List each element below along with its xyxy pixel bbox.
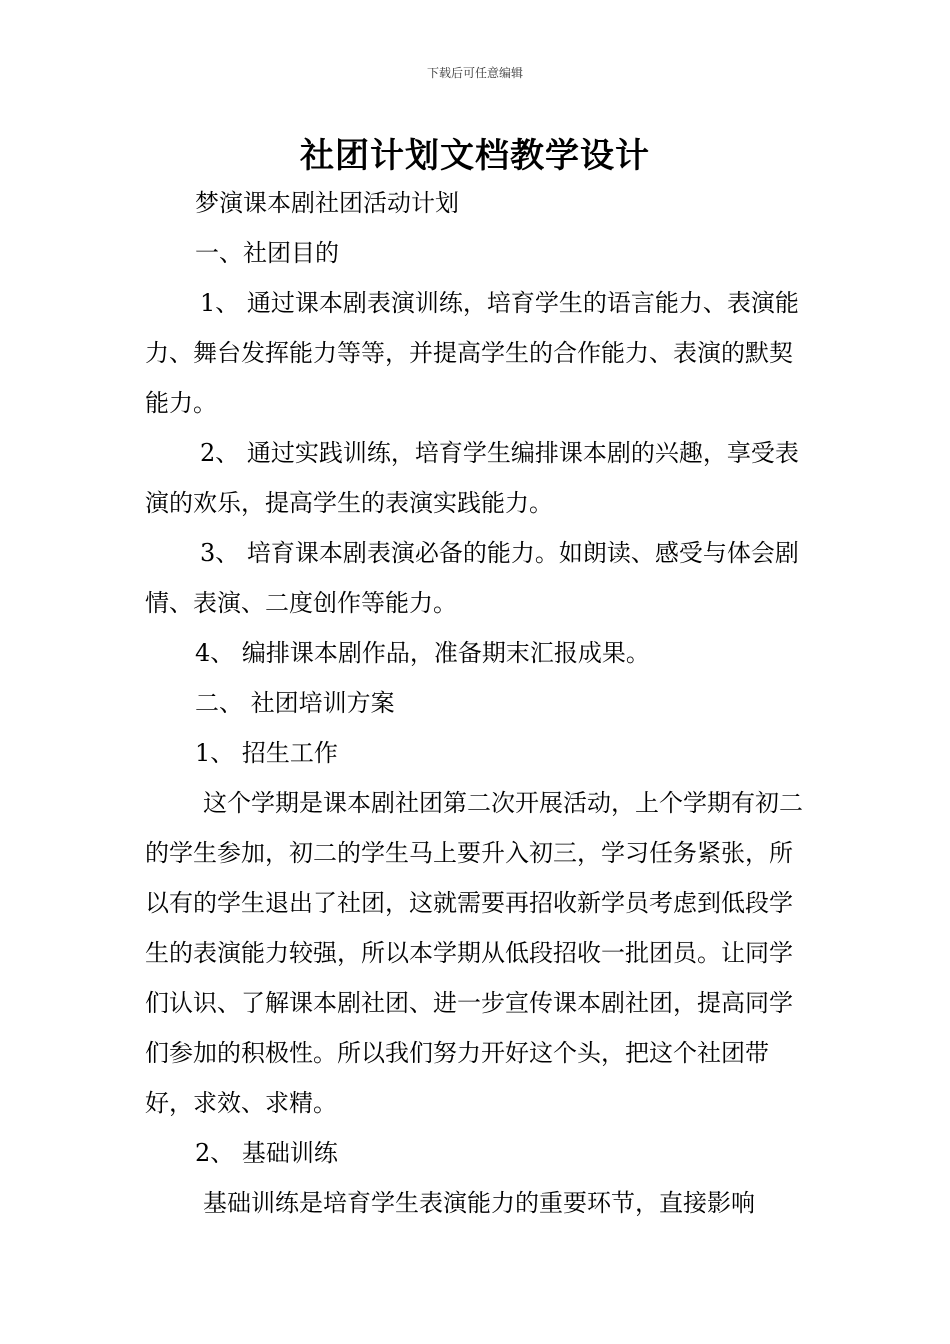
plan-subtitle: 梦演课本剧社团活动计划 — [195, 189, 459, 217]
purpose-item-1: 1、 通过课本剧表演训练，培育学生的语言能力、表演能力、舞台发挥能力等等，并提高学生的合作能力、表演的默契能力。 — [145, 289, 799, 417]
header-note: 下载后可任意编辑 — [426, 66, 523, 80]
document-title: 社团计划文档教学设计 — [300, 136, 650, 176]
section-heading-purpose: 一、社团目的 — [195, 239, 339, 267]
subheading-recruitment: 1、 招生工作 — [195, 739, 338, 767]
purpose-item-3: 3、 培育课本剧表演必备的能力。如朗读、感受与体会剧情、表演、二度创作等能力。 — [145, 539, 799, 617]
subheading-basic-training: 2、 基础训练 — [195, 1139, 338, 1167]
purpose-item-4: 4、 编排课本剧作品，准备期末汇报成果。 — [195, 639, 650, 667]
basic-training-paragraph: 基础训练是培育学生表演能力的重要环节，直接影响 — [203, 1189, 755, 1217]
purpose-item-2: 2、 通过实践训练，培育学生编排课本剧的兴趣，享受表演的欢乐，提高学生的表演实践能力。 — [145, 439, 799, 517]
recruitment-paragraph: 这个学期是课本剧社团第二次开展活动，上个学期有初二的学生参加，初二的学生马上要升入初三，学习任务紧张，所以有的学生退出了社团，这就需要再招收新学员考虑到低段学生的表演能力较强，所以本学期从低段招收一批团员。让同学们认识、了解课本剧社团、进一步宣传课本剧社团，提高同学们参加的积极性。所以我们努力开好这个头，把这个社团带好，求效、求精。 — [145, 789, 803, 1117]
document-body — [145, 178, 815, 1228]
section-heading-training: 二、 社团培训方案 — [195, 689, 395, 717]
